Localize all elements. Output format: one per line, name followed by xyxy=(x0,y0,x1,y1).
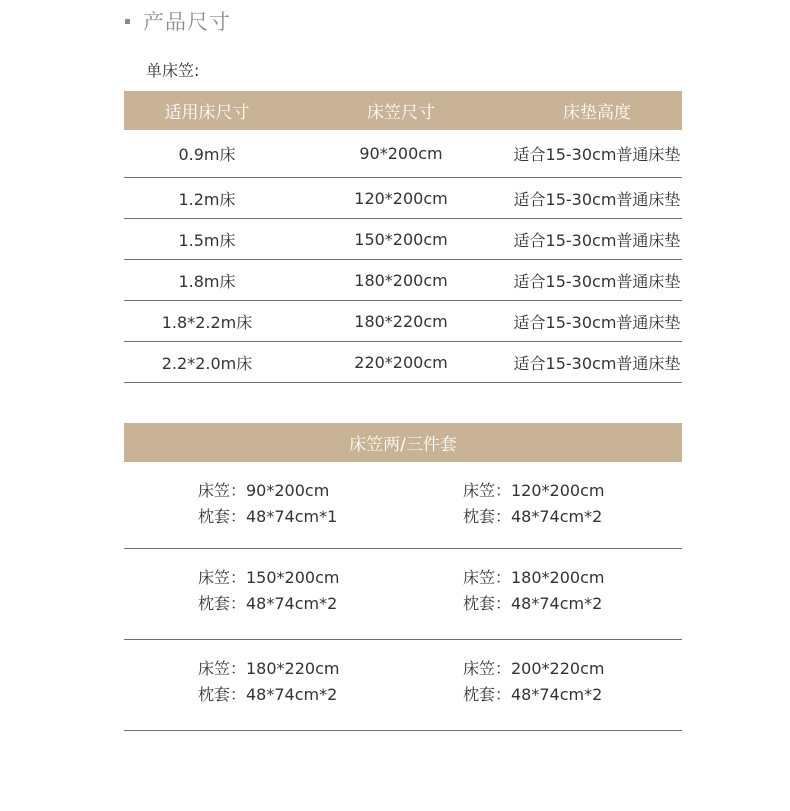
cell-bed-size: 1.8m床 xyxy=(124,260,290,301)
cell-bed-size: 2.2*2.0m床 xyxy=(124,342,290,383)
table-row xyxy=(124,178,682,219)
cell-mattress-height: 适合15-30cm普通床垫 xyxy=(512,130,682,178)
table-row xyxy=(124,260,682,301)
section-title xyxy=(125,6,231,36)
set-row xyxy=(124,549,682,640)
pillowcase-size: 枕套：48*74cm*2 xyxy=(198,685,338,704)
cell-mattress-height: 适合15-30cm普通床垫 xyxy=(512,219,682,260)
cell-sheet-size: 180*200cm xyxy=(290,260,512,301)
set-cell xyxy=(198,656,339,708)
fitted-sheet-size: 床笠：180*220cm xyxy=(198,659,340,678)
set-row xyxy=(124,462,682,549)
table-row xyxy=(124,130,682,178)
single-size-table xyxy=(124,91,682,383)
table-row xyxy=(124,342,682,383)
cell-bed-size: 1.5m床 xyxy=(124,219,290,260)
cell-mattress-height: 适合15-30cm普通床垫 xyxy=(512,301,682,342)
bullet-icon xyxy=(125,19,130,24)
fitted-sheet-size: 床笠：200*220cm xyxy=(463,659,605,678)
set-cell xyxy=(198,565,339,617)
cell-bed-size: 1.8*2.2m床 xyxy=(124,301,290,342)
table-row xyxy=(124,301,682,342)
cell-sheet-size: 150*200cm xyxy=(290,219,512,260)
table-row xyxy=(124,219,682,260)
cell-sheet-size: 180*220cm xyxy=(290,301,512,342)
cell-bed-size: 0.9m床 xyxy=(124,130,290,178)
pillowcase-size: 枕套：48*74cm*2 xyxy=(463,507,603,526)
set-cell xyxy=(463,478,604,530)
cell-mattress-height: 适合15-30cm普通床垫 xyxy=(512,260,682,301)
set-table-header: 床笠两/三件套 xyxy=(124,423,682,462)
pillowcase-size: 枕套：48*74cm*2 xyxy=(463,594,603,613)
set-row xyxy=(124,640,682,731)
cell-sheet-size: 220*200cm xyxy=(290,342,512,383)
fitted-sheet-size: 床笠：150*200cm xyxy=(198,568,340,587)
single-fitted-sheet-label: 单床笠: xyxy=(146,61,200,80)
cell-sheet-size: 90*200cm xyxy=(290,130,512,178)
set-size-table xyxy=(124,462,682,731)
cell-bed-size: 1.2m床 xyxy=(124,178,290,219)
pillowcase-size: 枕套：48*74cm*1 xyxy=(198,507,338,526)
fitted-sheet-size: 床笠：120*200cm xyxy=(463,481,605,500)
header-sheet-size: 床笠尺寸 xyxy=(290,91,512,130)
cell-mattress-height: 适合15-30cm普通床垫 xyxy=(512,342,682,383)
cell-mattress-height: 适合15-30cm普通床垫 xyxy=(512,178,682,219)
set-cell xyxy=(198,478,337,530)
set-cell xyxy=(463,656,604,708)
section-title-text: 产品尺寸 xyxy=(143,10,231,34)
pillowcase-size: 枕套：48*74cm*2 xyxy=(198,594,338,613)
header-bed-size: 适用床尺寸 xyxy=(124,91,290,130)
cell-sheet-size: 120*200cm xyxy=(290,178,512,219)
table-header-row xyxy=(124,91,682,130)
set-cell xyxy=(463,565,604,617)
pillowcase-size: 枕套：48*74cm*2 xyxy=(463,685,603,704)
fitted-sheet-size: 床笠：180*200cm xyxy=(463,568,605,587)
header-mattress-height: 床垫高度 xyxy=(512,91,682,130)
fitted-sheet-size: 床笠：90*200cm xyxy=(198,481,330,500)
